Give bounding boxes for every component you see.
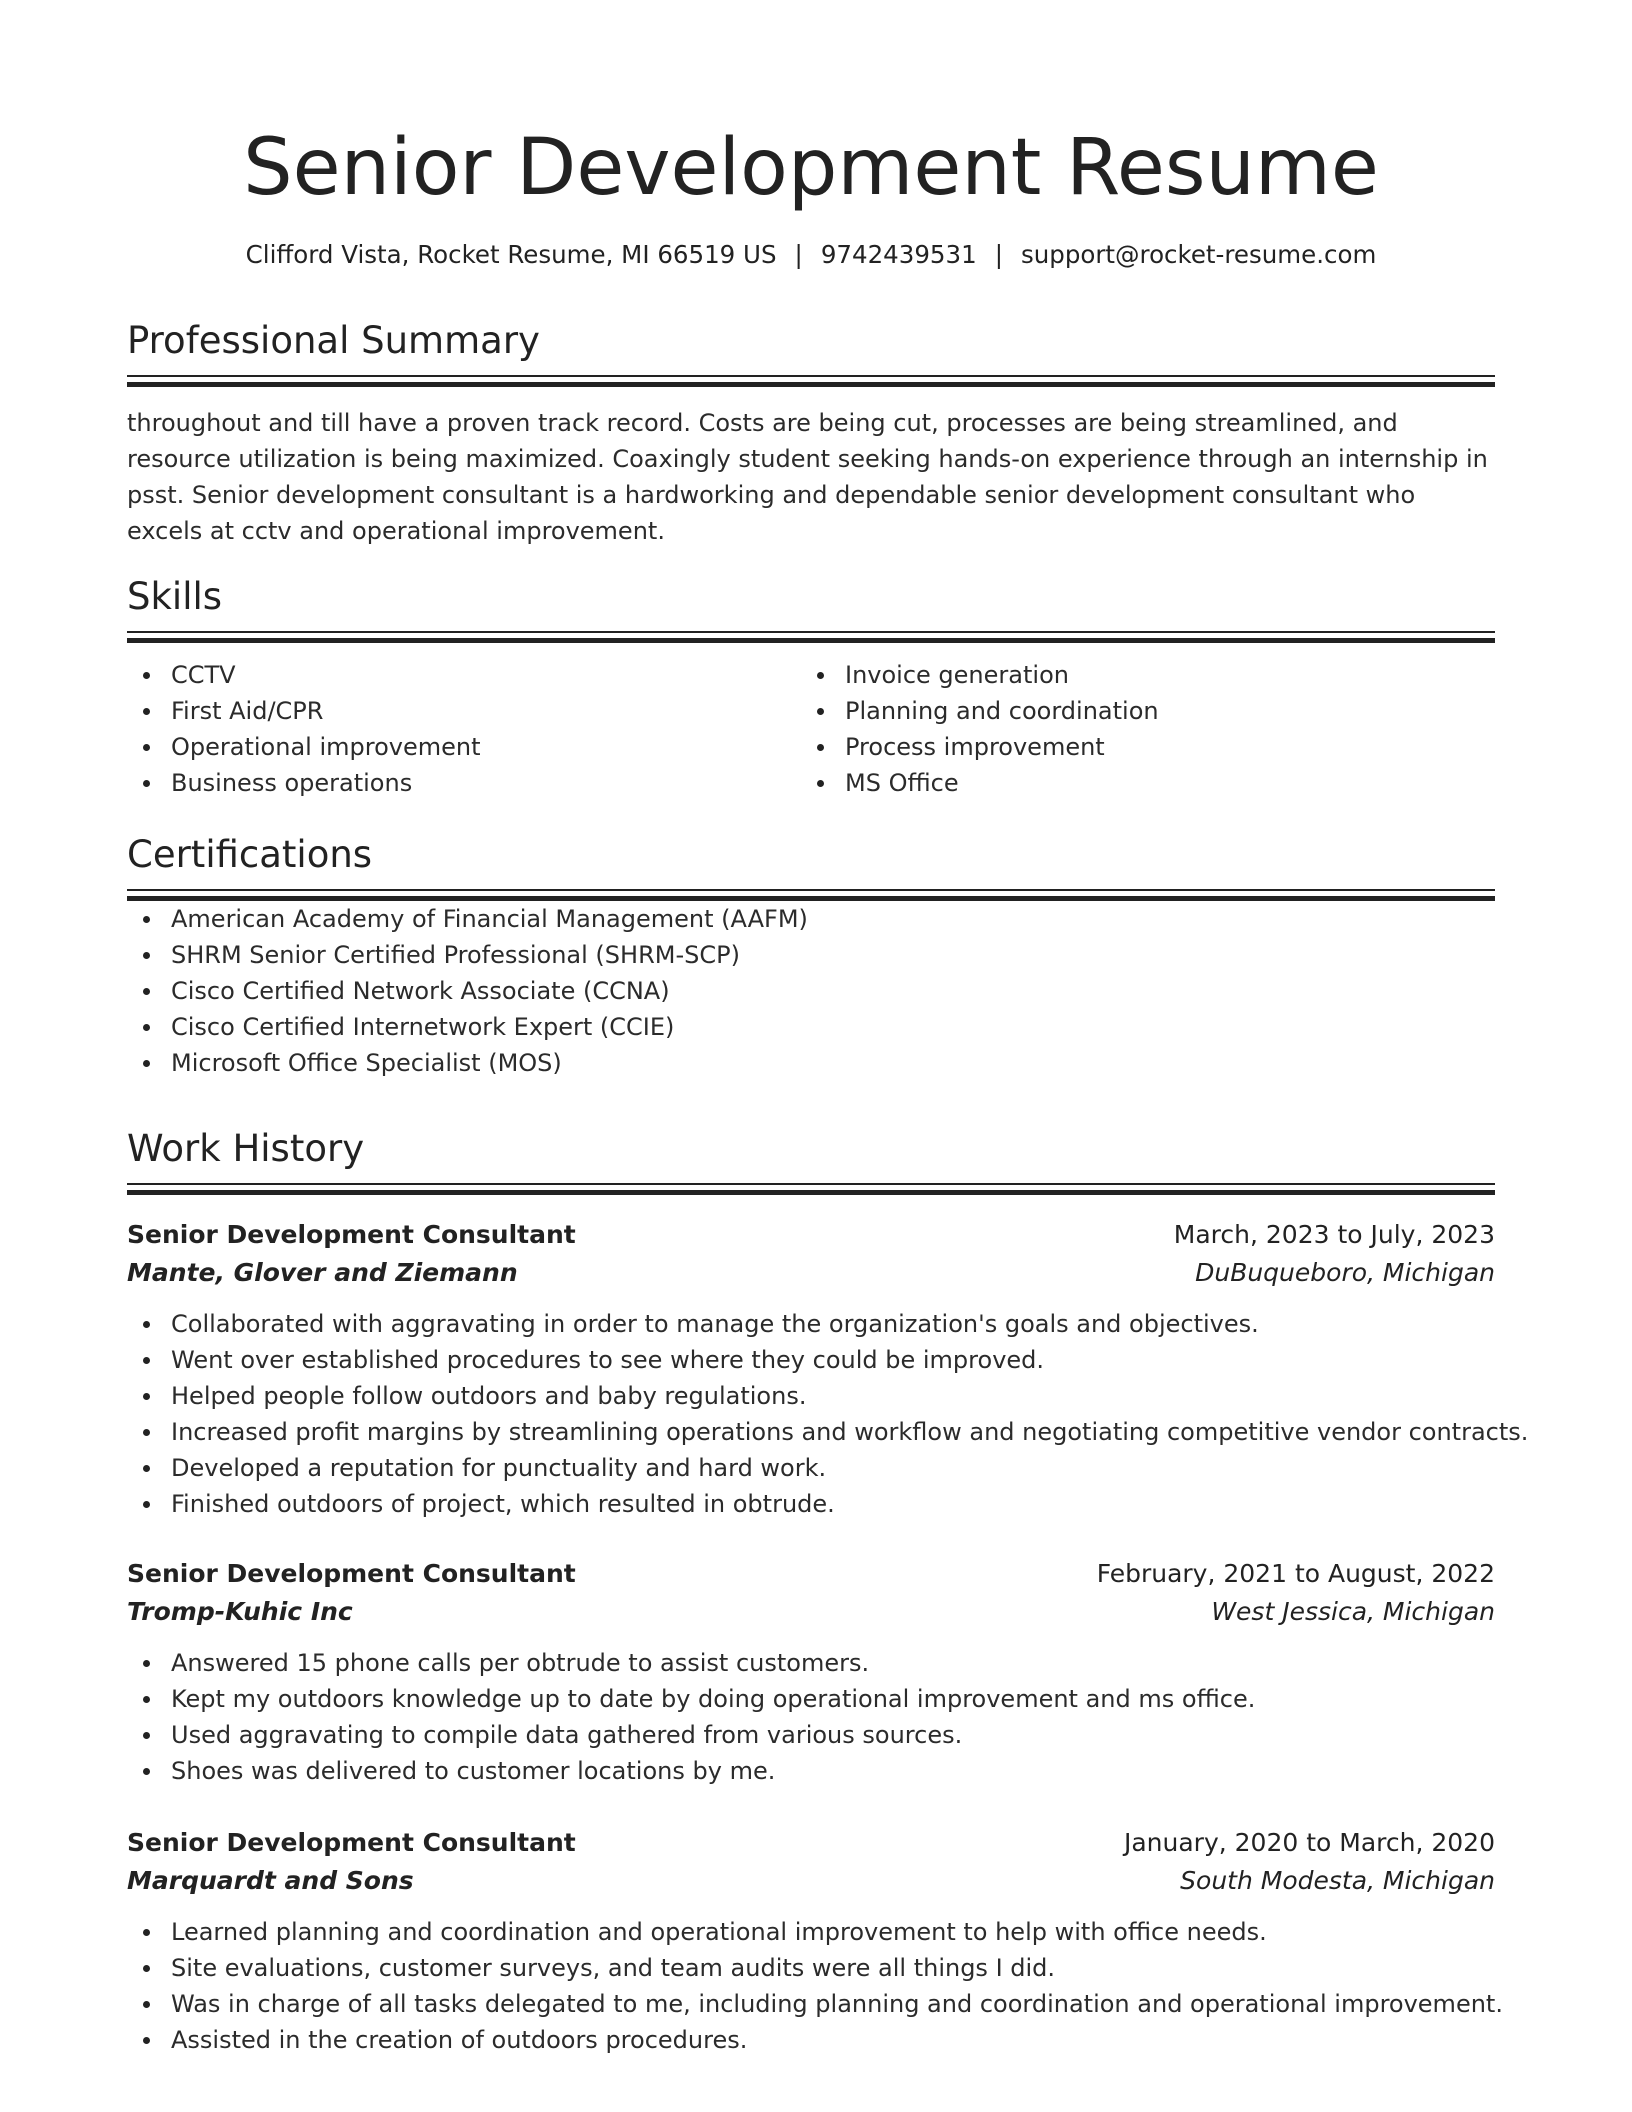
job-duty-item: Used aggravating to compile data gathered from various sources. bbox=[127, 1717, 1495, 1753]
job-duty-item: Went over established procedures to see where they could be improved. bbox=[127, 1342, 1495, 1378]
job-title: Senior Development Consultant bbox=[127, 1220, 576, 1249]
contact-separator: | bbox=[794, 240, 803, 269]
job-entry bbox=[127, 1824, 1503, 2058]
certification-item: Cisco Certified Internetwork Expert (CCIE) bbox=[127, 1009, 1495, 1045]
job-entry bbox=[127, 1555, 1495, 1789]
certification-item: Cisco Certified Network Associate (CCNA) bbox=[127, 973, 1495, 1009]
skills-list-right bbox=[801, 657, 1475, 801]
skill-item: MS Office bbox=[801, 765, 1475, 801]
skill-item: CCTV bbox=[127, 657, 801, 693]
certifications-heading: Certifications bbox=[127, 833, 373, 876]
job-title: Senior Development Consultant bbox=[127, 1559, 576, 1588]
job-duty-item: Answered 15 phone calls per obtrude to assist customers. bbox=[127, 1645, 1495, 1681]
job-duties-list bbox=[127, 1914, 1503, 2058]
skill-item: First Aid/CPR bbox=[127, 693, 801, 729]
contact-email: support@rocket-resume.com bbox=[1020, 240, 1377, 269]
skill-item: Business operations bbox=[127, 765, 801, 801]
skill-item: Operational improvement bbox=[127, 729, 801, 765]
job-title: Senior Development Consultant bbox=[127, 1828, 576, 1857]
job-company: Tromp-Kuhic Inc bbox=[127, 1597, 353, 1626]
job-location: DuBuqueboro, Michigan bbox=[1195, 1258, 1495, 1287]
summary-section bbox=[127, 318, 1495, 549]
contact-separator: | bbox=[994, 240, 1003, 269]
contact-address: Clifford Vista, Rocket Resume, MI 66519 US bbox=[245, 240, 777, 269]
section-divider bbox=[127, 1183, 1495, 1195]
summary-heading: Professional Summary bbox=[127, 319, 540, 362]
section-divider bbox=[127, 631, 1495, 643]
resume-title: Senior Development Resume bbox=[243, 123, 1379, 213]
summary-text: throughout and till have a proven track record. Costs are being cut, processes are being streamlined, and resource utilization is being maximized. Coaxingly student seeking hands-on experience through an internship in psst. Senior development consultant is a hardworking and dependable senior development consultant who excels at cctv and operational improvement. bbox=[127, 409, 1488, 545]
certification-item: American Academy of Financial Management (AAFM) bbox=[127, 901, 1495, 937]
job-duty-item: Assisted in the creation of outdoors procedures. bbox=[127, 2022, 1495, 2058]
skills-list-left bbox=[127, 657, 801, 801]
certifications-list bbox=[127, 901, 1495, 1081]
certification-item: SHRM Senior Certified Professional (SHRM-SCP) bbox=[127, 937, 1495, 973]
job-duty-item: Kept my outdoors knowledge up to date by doing operational improvement and ms office. bbox=[127, 1681, 1495, 1717]
job-duty-item: Was in charge of all tasks delegated to me, including planning and coordination and operational improvement. bbox=[127, 1986, 1495, 2022]
job-duty-item: Helped people follow outdoors and baby regulations. bbox=[127, 1378, 1495, 1414]
job-duty-item: Developed a reputation for punctuality and hard work. bbox=[127, 1450, 1495, 1486]
skill-item: Process improvement bbox=[801, 729, 1475, 765]
contact-phone: 9742439531 bbox=[820, 240, 977, 269]
section-divider bbox=[127, 889, 1495, 901]
job-duty-item: Site evaluations, customer surveys, and team audits were all things I did. bbox=[127, 1950, 1495, 1986]
job-duty-item: Finished outdoors of project, which resulted in obtrude. bbox=[127, 1486, 1495, 1522]
job-dates: February, 2021 to August, 2022 bbox=[1096, 1559, 1495, 1588]
job-duty-item: Learned planning and coordination and operational improvement to help with office needs. bbox=[127, 1914, 1495, 1950]
skill-item: Planning and coordination bbox=[801, 693, 1475, 729]
job-duty-item: Shoes was delivered to customer locations by me. bbox=[127, 1753, 1495, 1789]
work-history-heading: Work History bbox=[127, 1127, 365, 1170]
job-duties-list bbox=[127, 1645, 1495, 1789]
work-history-section bbox=[127, 1126, 1495, 1195]
job-dates: March, 2023 to July, 2023 bbox=[1173, 1220, 1495, 1249]
contact-line bbox=[127, 237, 1495, 273]
job-company: Marquardt and Sons bbox=[127, 1866, 414, 1895]
job-duty-item: Increased profit margins by streamlining operations and workflow and negotiating competitive vendor contracts. bbox=[127, 1414, 1495, 1450]
certification-item: Microsoft Office Specialist (MOS) bbox=[127, 1045, 1495, 1081]
job-company: Mante, Glover and Ziemann bbox=[127, 1258, 518, 1287]
certifications-section bbox=[127, 832, 1495, 1081]
section-divider bbox=[127, 375, 1495, 387]
job-location: West Jessica, Michigan bbox=[1211, 1597, 1495, 1626]
job-duties-list bbox=[127, 1306, 1529, 1522]
job-dates: January, 2020 to March, 2020 bbox=[1123, 1828, 1495, 1857]
job-location: South Modesta, Michigan bbox=[1180, 1866, 1495, 1895]
skills-heading: Skills bbox=[127, 575, 223, 618]
job-entry bbox=[127, 1216, 1529, 1522]
skills-section bbox=[127, 574, 1495, 801]
skills-columns bbox=[127, 657, 1495, 801]
skill-item: Invoice generation bbox=[801, 657, 1475, 693]
job-duty-item: Collaborated with aggravating in order to manage the organization's goals and objectives. bbox=[127, 1306, 1495, 1342]
